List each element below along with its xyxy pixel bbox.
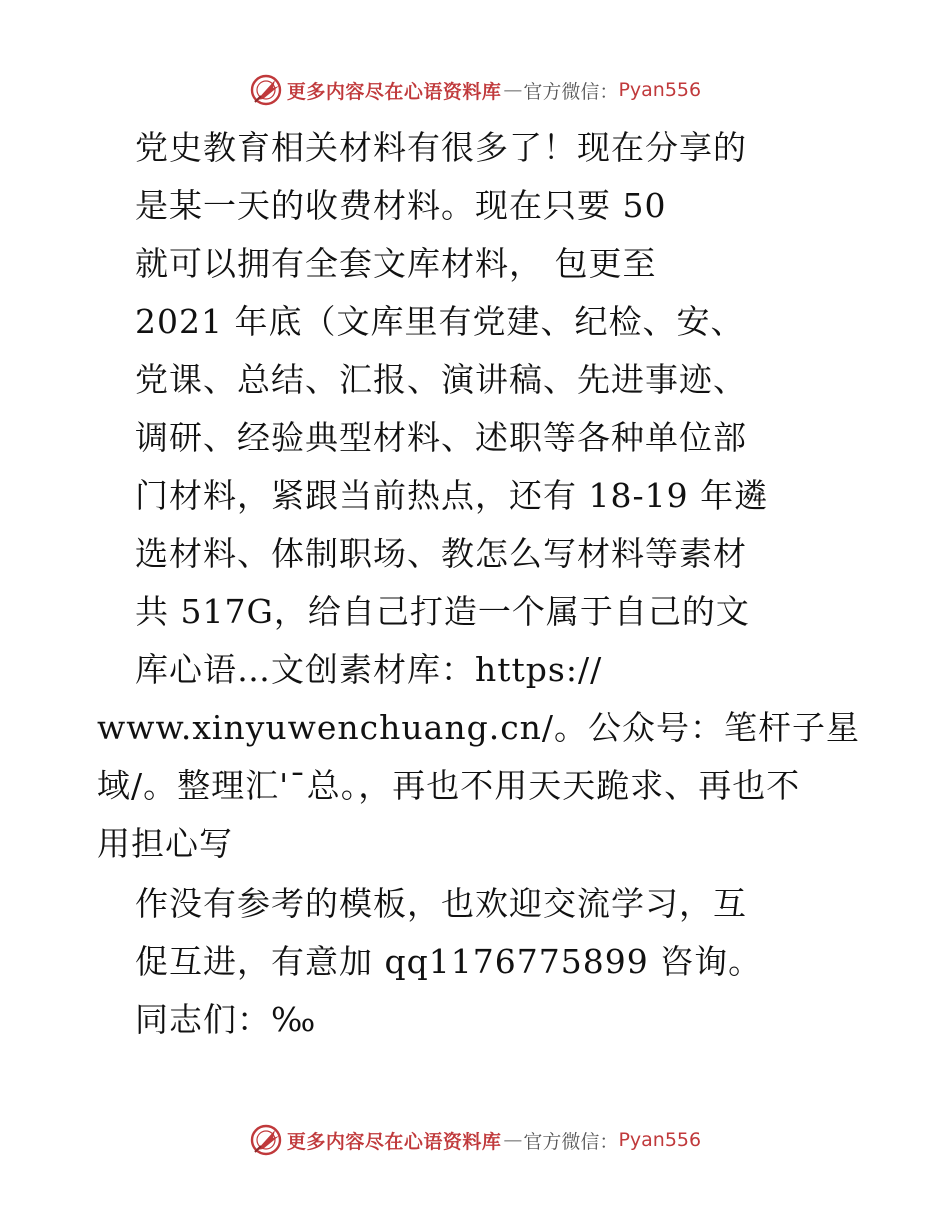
text-line: 同志们：‰ bbox=[135, 1000, 317, 1039]
text-line: 就可以拥有全套文库材料， 包更至 bbox=[135, 244, 657, 283]
banner-contact-id: Pyan556 bbox=[618, 79, 702, 101]
text-line: 促互进，有意加 qq1176775899 咨询。 bbox=[135, 942, 763, 981]
text-line: 选材料、体制职场、教怎么写材料等素材 bbox=[135, 534, 747, 573]
feather-pen-logo-icon bbox=[249, 1123, 283, 1157]
text-line: 作没有参考的模板，也欢迎交流学习，互 bbox=[135, 884, 747, 923]
banner-slogan: 更多内容尽在心语资料库 bbox=[286, 1130, 502, 1153]
text-line: 调研、经验典型材料、述职等各种单位部 bbox=[135, 418, 747, 457]
text-line: 是某一天的收费材料。现在只要 50 bbox=[135, 186, 667, 225]
text-line: www.xinyuwenchuang.cn/。公众号：笔杆子星 bbox=[97, 708, 861, 747]
text-line: 党课、总结、汇报、演讲稿、先进事迹、 bbox=[135, 360, 747, 399]
banner-contact-id: Pyan556 bbox=[618, 1129, 702, 1151]
text-line: 党史教育相关材料有很多了！现在分享的 bbox=[135, 128, 747, 167]
banner-separator: — bbox=[503, 79, 522, 101]
text-line: 库心语…文创素材库：https:// bbox=[135, 650, 603, 689]
banner-slogan: 更多内容尽在心语资料库 bbox=[286, 80, 502, 103]
header-banner bbox=[0, 70, 950, 110]
text-line: 用担心写 bbox=[97, 824, 233, 863]
text-line: 门材料，紧跟当前热点，还有 18-19 年遴 bbox=[135, 476, 769, 515]
banner-separator: — bbox=[503, 1129, 522, 1151]
text-line: 共 517G，给自己打造一个属于自己的文 bbox=[135, 592, 750, 631]
text-line: 2021 年底（文库里有党建、纪检、安、 bbox=[135, 302, 745, 341]
banner-contact-label: 官方微信： bbox=[523, 1130, 619, 1153]
footer-banner bbox=[0, 1120, 950, 1160]
text-line: 域/。整理汇'¯总。，再也不用天天跪求、再也不 bbox=[97, 766, 801, 805]
banner-contact-label: 官方微信： bbox=[523, 80, 619, 103]
feather-pen-logo-icon bbox=[249, 73, 283, 107]
